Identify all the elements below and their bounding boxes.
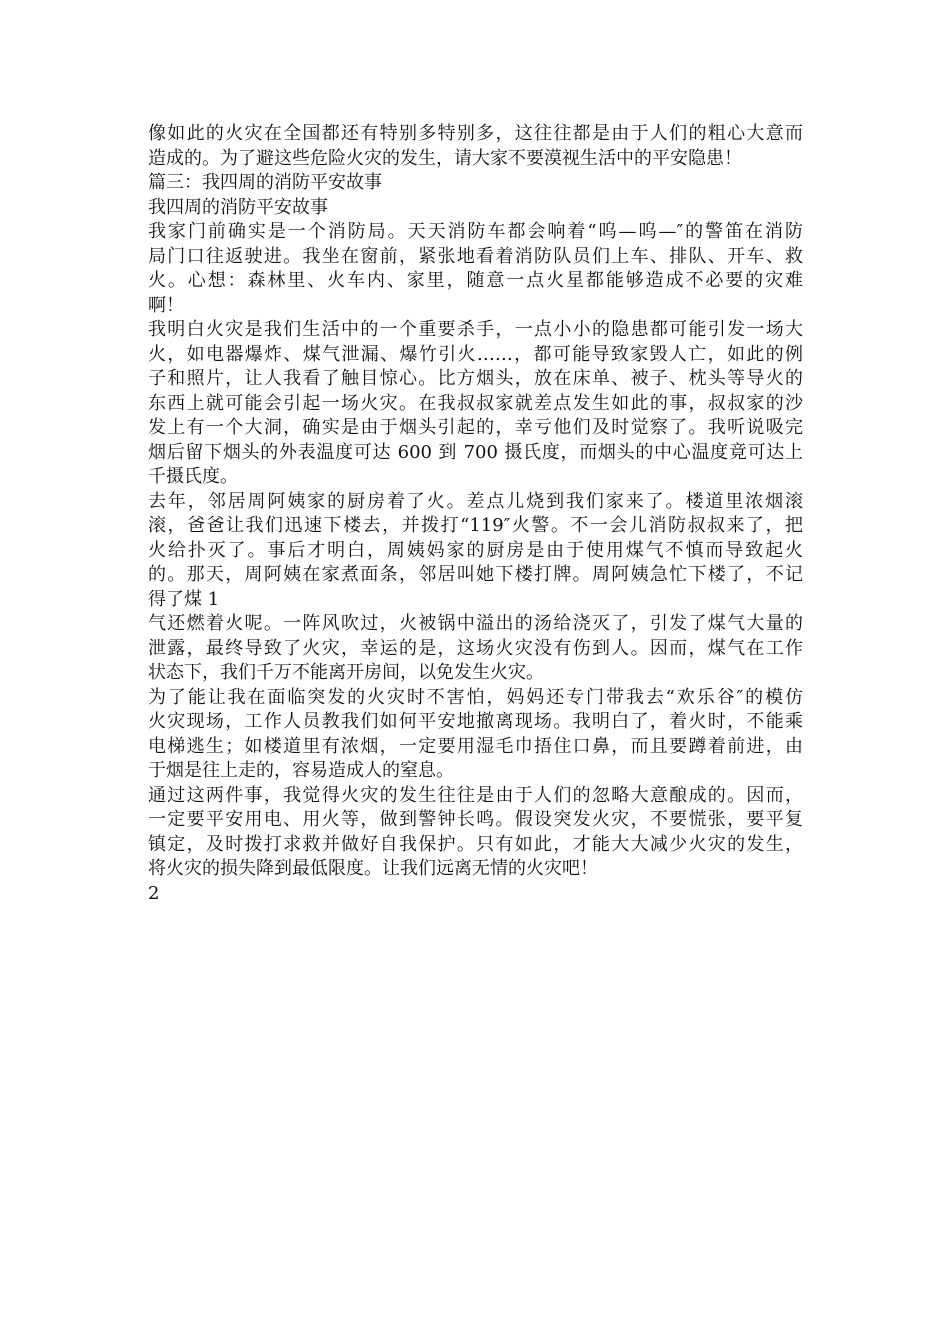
text-line: 滚，爸爸让我们迅速下楼去，并拨打“119″火警。不一会儿消防叔叔来了，把 (148, 515, 803, 536)
text-line: 发上有一个大洞，确实是由于烟头引起的，幸亏他们及时觉察了。我听说吸完 (148, 417, 803, 438)
text-line: 于烟是往上走的，容易造成人的窒息。 (148, 760, 454, 781)
text-line: 为了能让我在面临突发的火灾时不害怕，妈妈还专门带我去“欢乐谷″的模仿 (148, 686, 803, 708)
text-line: 气还燃着火呢。一阵风吹过，火被锅中溢出的汤给浇灭了，引发了煤气大量的 (148, 613, 803, 634)
text-line: 我明白火灾是我们生活中的一个重要杀手，一点小小的隐患都可能引发一场大 (148, 319, 803, 340)
document-page (148, 122, 803, 906)
text-line: 火。心想：森林里、火车内、家里，随意一点火星都能够造成不必要的灾难 (148, 270, 803, 291)
text-line: 我四周的消防平安故事 (148, 196, 328, 218)
text-line: 烟后留下烟头的外表温度可达 600 到 700 摄氏度，而烟头的中心温度竟可达上 (148, 441, 803, 463)
text-line: 东西上就可能会引起一场火灾。在我叔叔家就差点发生如此的事，叔叔家的沙 (148, 392, 803, 414)
text-line: 2 (148, 882, 160, 904)
text-line: 火灾现场，工作人员教我们如何平安地撤离现场。我明白了，着火时，不能乘 (148, 711, 803, 732)
text-line: 通过这两件事，我觉得火灾的发生往往是由于人们的忽略大意酿成的。因而， (148, 784, 803, 806)
text-line: 千摄氏度。 (148, 466, 238, 487)
text-line: 泄露，最终导致了火灾，幸运的是，这场火灾没有伤到人。因而，煤气在工作 (148, 637, 803, 659)
text-line: 火，如电器爆炸、煤气泄漏、爆竹引火……，都可能导致家毁人亡，如此的例 (148, 343, 803, 365)
text-line: 篇三：我四周的消防平安故事 (148, 172, 382, 193)
text-line: 我家门前确实是一个消防局。天天消防车都会响着“呜—呜—″的警笛在消防 (148, 221, 803, 242)
text-line: 电梯逃生；如楼道里有浓烟，一定要用湿毛巾捂住口鼻，而且要蹲着前进，由 (148, 735, 803, 757)
text-line: 火给扑灭了。事后才明白，周姨妈家的厨房是由于使用煤气不慎而导致起火 (148, 539, 803, 561)
text-line: 一定要平安用电、用火等，做到警钟长鸣。假设突发火灾，不要慌张，要平复 (148, 809, 803, 830)
text-line: 像如此的火灾在全国都还有特别多特别多，这往往都是由于人们的粗心大意而 (148, 123, 803, 144)
text-line: 得了煤 1 (148, 588, 220, 610)
text-line: 子和照片，让人我看了触目惊心。比方烟头，放在床单、被子、枕头等导火的 (148, 368, 803, 389)
text-line: 将火灾的损失降到最低限度。让我们远离无情的火灾吧！ (148, 858, 598, 879)
text-line: 啊！ (148, 294, 184, 316)
text-line: 局门口往返驶进。我坐在窗前，紧张地看着消防队员们上车、排队、开车、救 (148, 245, 803, 267)
text-line: 镇定，及时拨打求救并做好自我保护。只有如此，才能大大减少火灾的发生， (148, 833, 803, 855)
text-line: 的。那天，周阿姨在家煮面条，邻居叫她下楼打牌。周阿姨急忙下楼了，不记 (148, 564, 803, 585)
text-line: 状态下，我们千万不能离开房间，以免发生火灾。 (148, 662, 544, 683)
text-line: 造成的。为了避这些危险火灾的发生，请大家不要漠视生活中的平安隐患！ (148, 147, 742, 169)
text-line: 去年，邻居周阿姨家的厨房着了火。差点儿烧到我们家来了。楼道里浓烟滚 (148, 490, 803, 512)
